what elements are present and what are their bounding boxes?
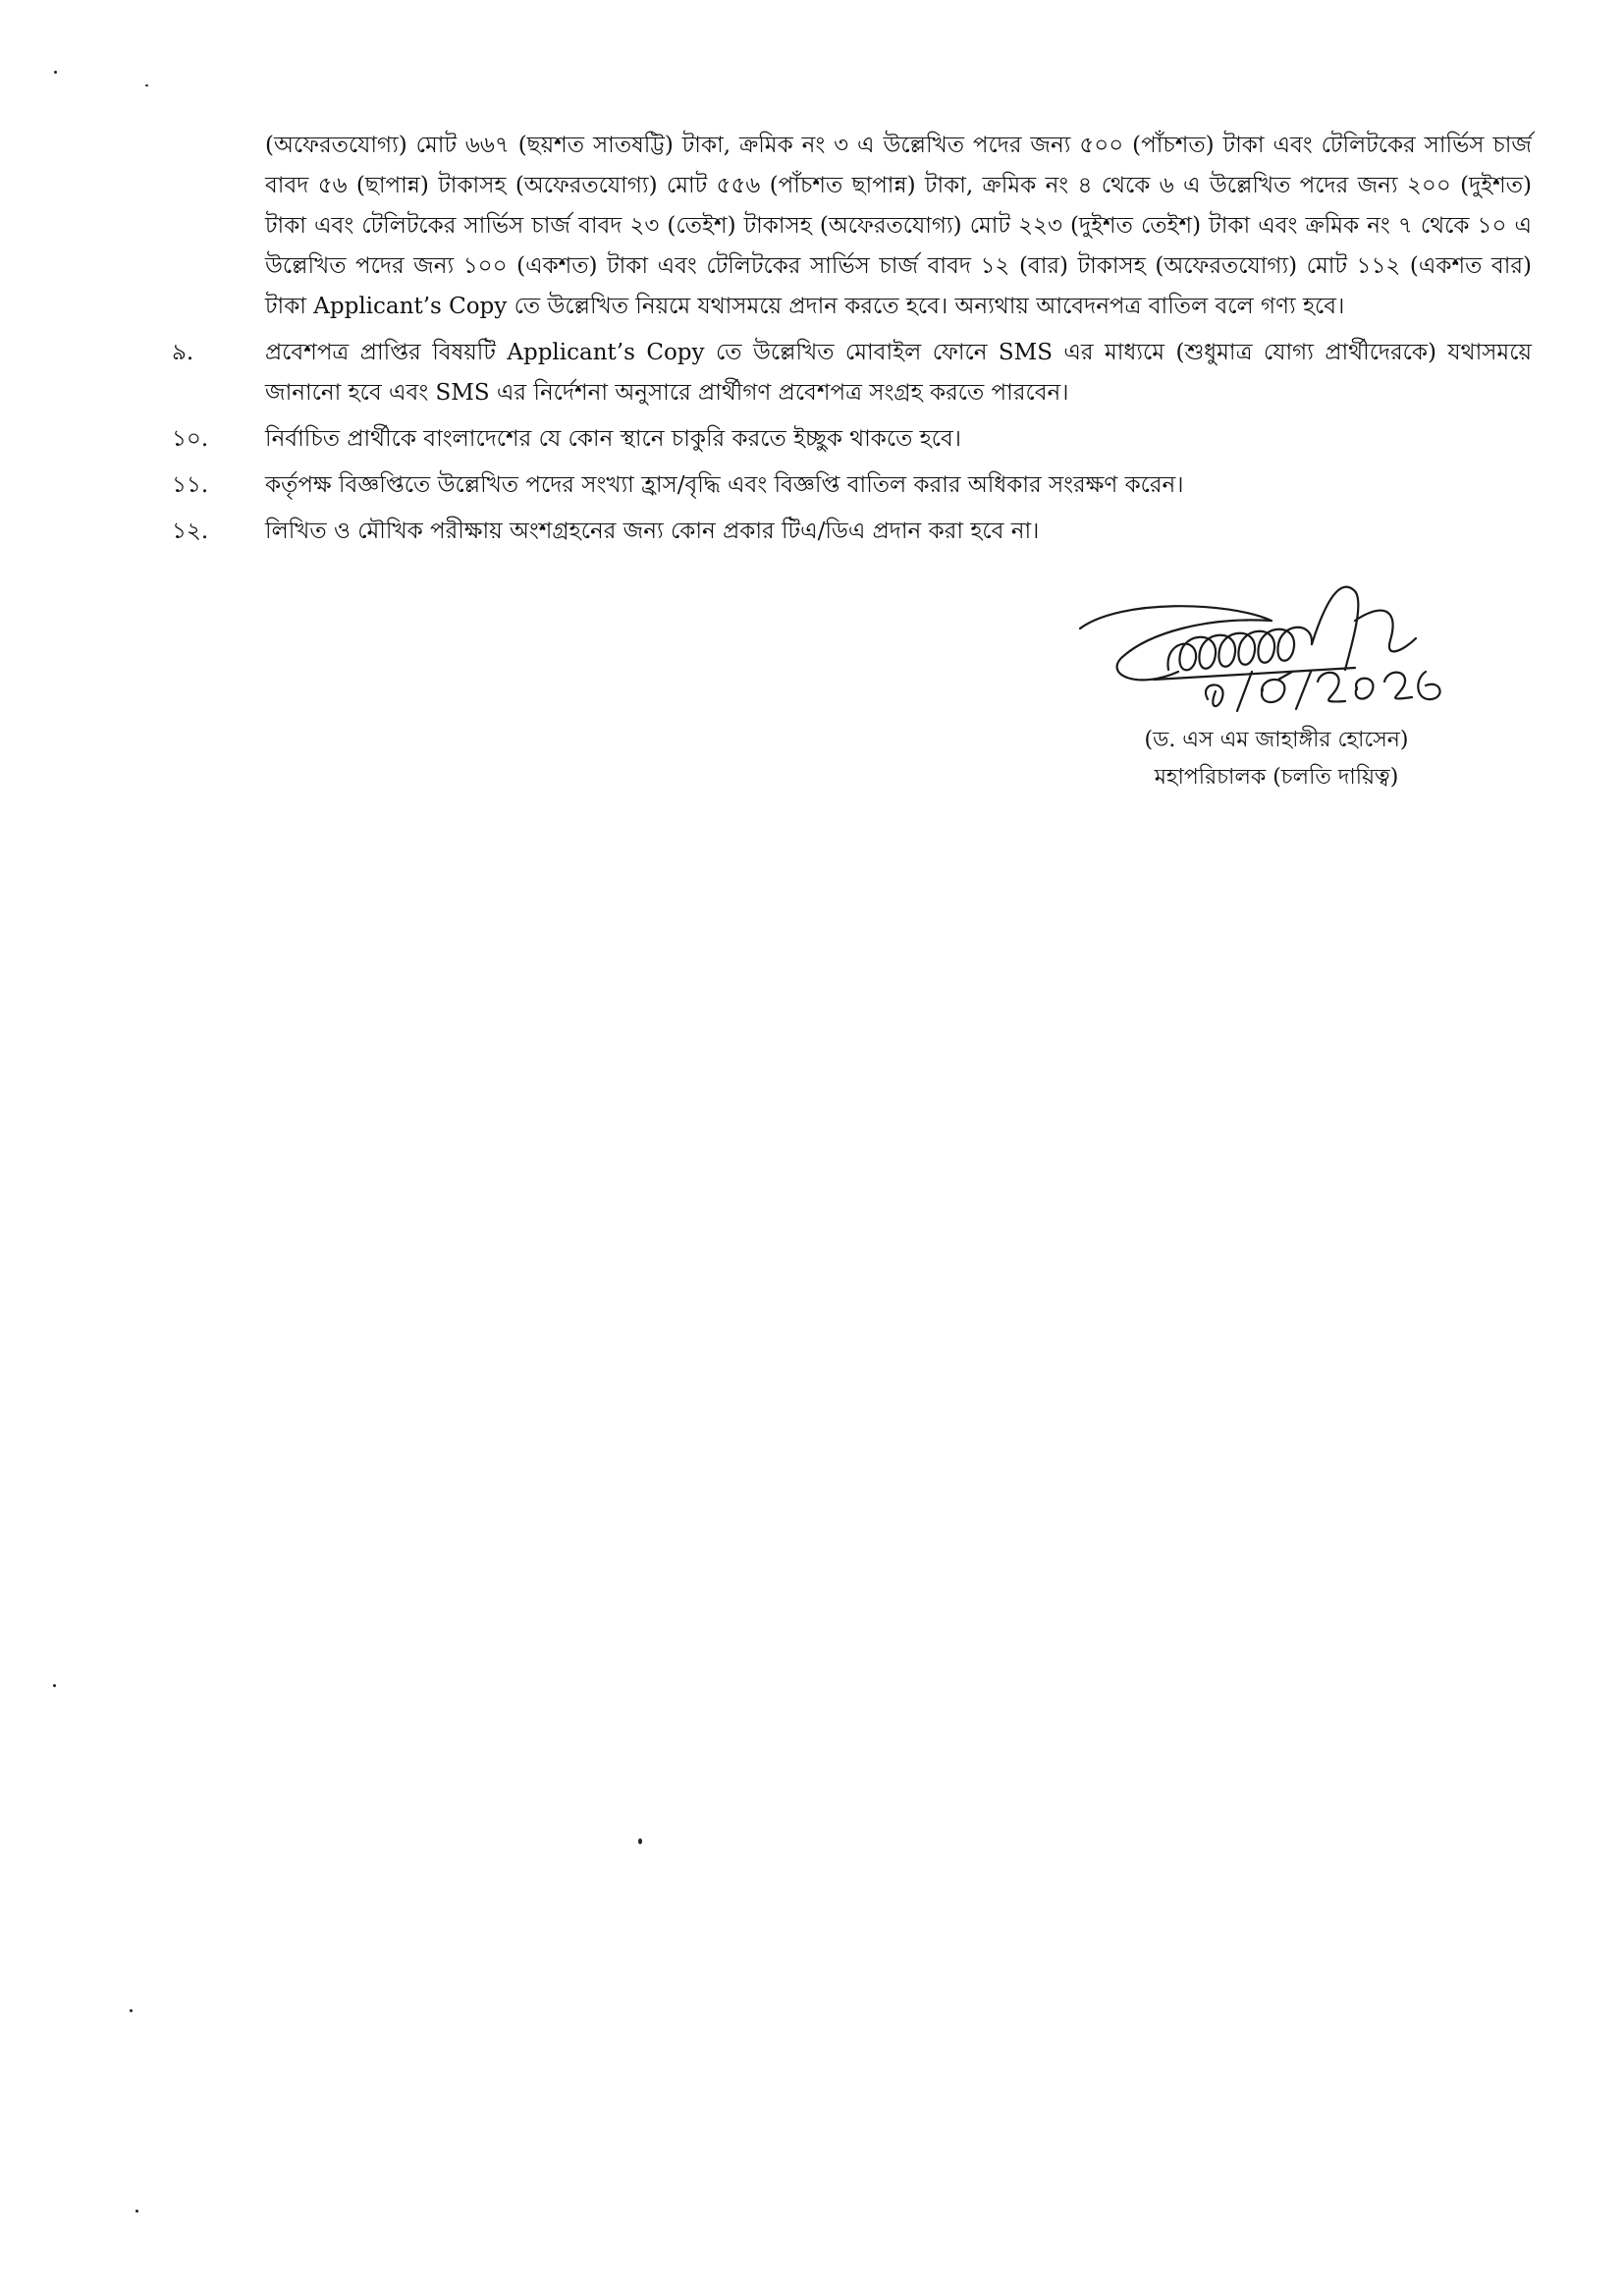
scan-speck	[53, 1684, 56, 1687]
list-item-text: নির্বাচিত প্রার্থীকে বাংলাদেশের যে কোন স্থানে চাকুরি করতে ইচ্ছুক থাকতে হবে।	[265, 426, 962, 452]
list-item-9	[172, 333, 1532, 413]
scan-speck	[638, 1838, 642, 1844]
list-item-number: ১২.	[172, 519, 209, 544]
list-item-text: লিখিত ও মৌখিক পরীক্ষায় অংশগ্রহনের জন্য কোন প্রকার টিএ/ডিএ প্রদান করা হবে না।	[265, 519, 1040, 544]
signatory-name: (ড. এস এম জাহাঙ্গীর হোসেন)	[1144, 728, 1409, 752]
list-item-number: ১০.	[172, 426, 209, 452]
list-item-text: প্রবেশপত্র প্রাপ্তির বিষয়টি Applicant’s Copy তে উল্লেখিত মোবাইল ফোনে SMS এর মাধ্যমে (শুধুমাত্র যোগ্য প্রার্থীদেরকে) যথাসময়ে জানানো হবে এবং SMS এর নির্দেশনা অনুসারে প্রার্থীগণ প্রবেশপত্র সংগ্রহ করতে পারবেন।	[265, 340, 1532, 406]
signatory-designation: মহাপরিচালক (চলতি দায়িত্ব)	[1154, 765, 1399, 790]
document-body	[172, 126, 1532, 558]
list-item-12	[172, 512, 1532, 552]
handwritten-signature	[1060, 581, 1551, 719]
list-item-number: ১১.	[172, 472, 209, 498]
numbered-list	[172, 333, 1532, 552]
list-item-number: ৯.	[172, 340, 194, 365]
list-item-text: কর্তৃপক্ষ বিজ্ঞপ্তিতে উল্লেখিত পদের সংখ্যা হ্রাস/বৃদ্ধি এবং বিজ্ঞপ্তি বাতিল করার অধিকার সংরক্ষণ করেন।	[265, 472, 1184, 498]
signature-drawing	[1060, 581, 1551, 719]
signatory-block	[1100, 722, 1453, 796]
scan-speck	[54, 71, 57, 74]
scan-speck	[135, 2210, 138, 2213]
scan-speck	[130, 2009, 133, 2012]
scan-speck	[145, 84, 148, 86]
list-item-10	[172, 419, 1532, 460]
list-item-11	[172, 465, 1532, 506]
continued-paragraph: (অফেরতযোগ্য) মোট ৬৬৭ (ছয়শত সাতষট্টি) টাকা, ক্রমিক নং ৩ এ উল্লেখিত পদের জন্য ৫০০ (পাঁচশত) টাকা এবং টেলিটকের সার্ভিস চার্জ বাবদ ৫৬ (ছাপান্ন) টাকাসহ (অফেরতযোগ্য) মোট ৫৫৬ (পাঁচশত ছাপান্ন) টাকা, ক্রমিক নং ৪ থেকে ৬ এ উল্লেখিত পদের জন্য ২০০ (দুইশত) টাকা এবং টেলিটকের সার্ভিস চার্জ বাবদ ২৩ (তেইশ) টাকাসহ (অফেরতযোগ্য) মোট ২২৩ (দুইশত তেইশ) টাকা এবং ক্রমিক নং ৭ থেকে ১০ এ উল্লেখিত পদের জন্য ১০০ (একশত) টাকা এবং টেলিটকের সার্ভিস চার্জ বাবদ ১২ (বার) টাকাসহ (অফেরতযোগ্য) মোট ১১২ (একশত বার) টাকা Applicant’s Copy তে উল্লেখিত নিয়মে যথাসময়ে প্রদান করতে হবে। অন্যথায় আবেদনপত্র বাতিল বলে গণ্য হবে।	[265, 133, 1532, 319]
